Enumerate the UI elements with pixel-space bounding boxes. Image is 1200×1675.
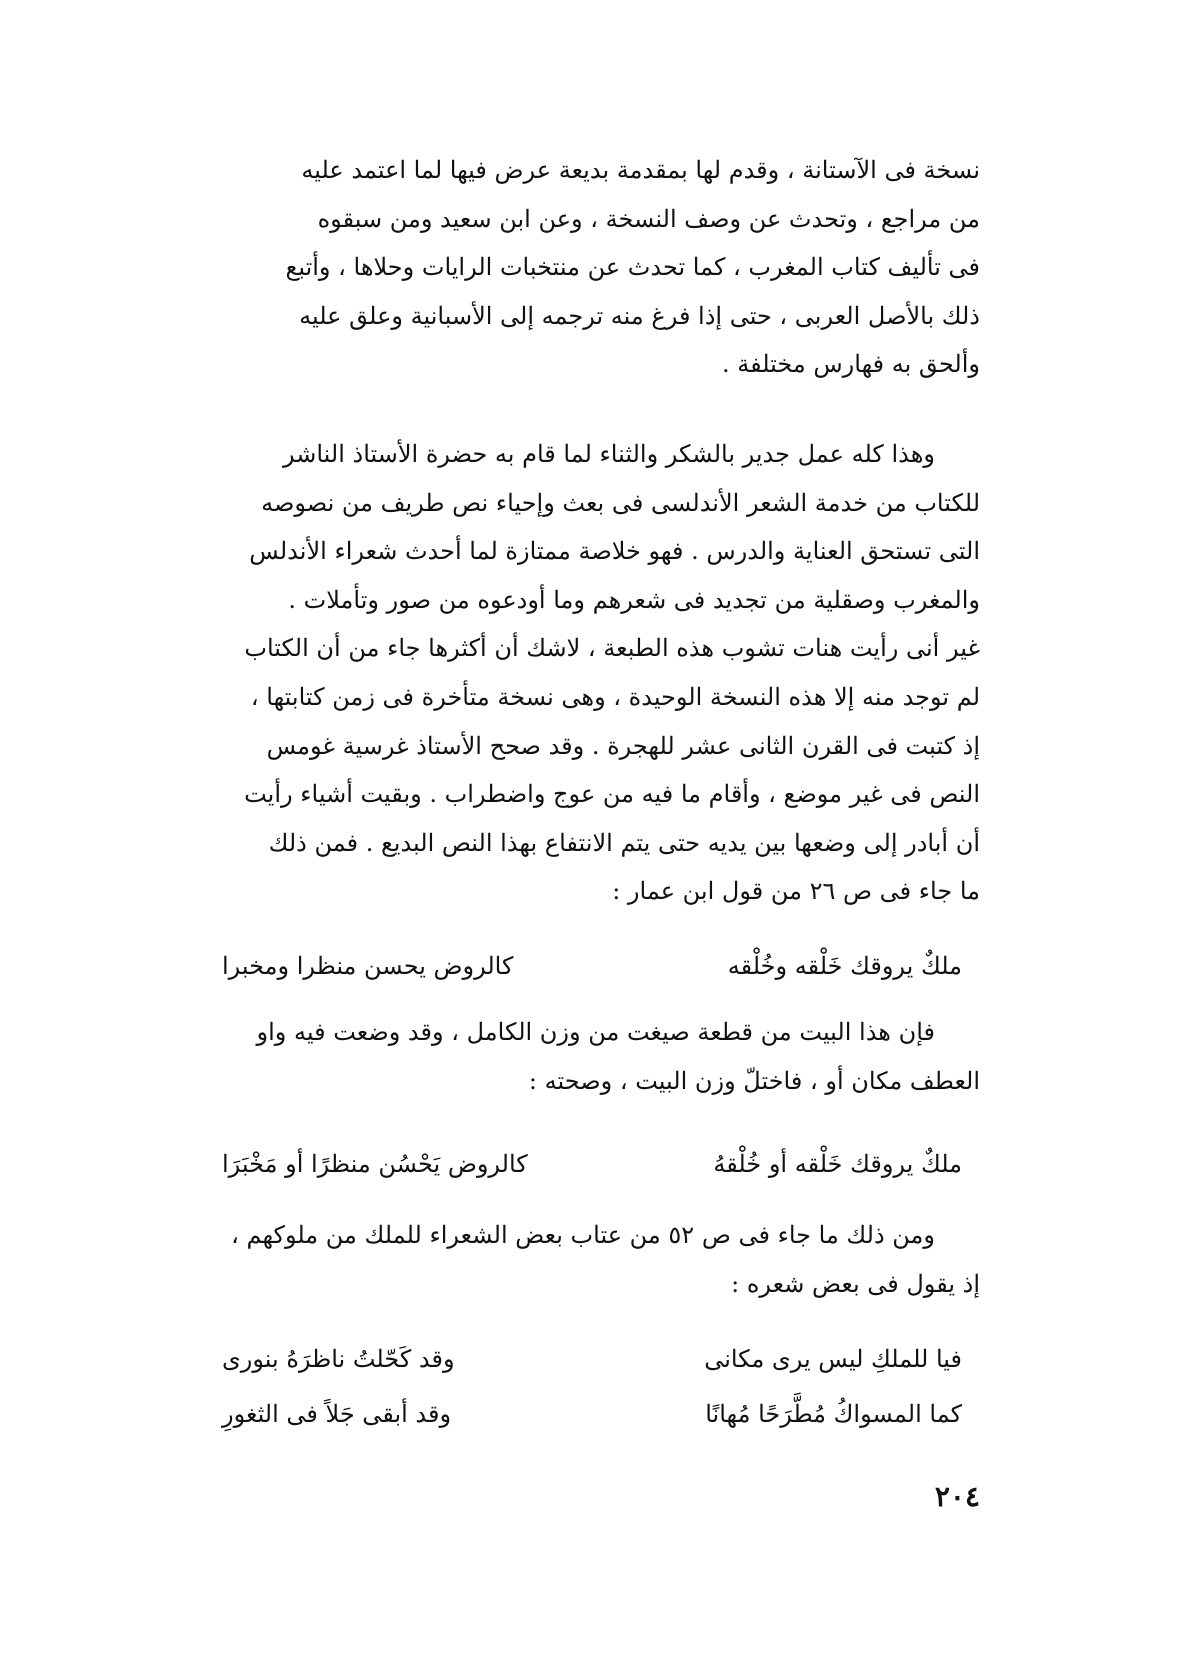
text-line: التى تستحق العناية والدرس . فهو خلاصة ممتازة لما أحدث شعراء الأندلس bbox=[249, 537, 980, 566]
text-line: من مراجع ، وتحدث عن وصف النسخة ، وعن ابن سعيد ومن سبقوه bbox=[317, 204, 980, 233]
text-line: غير أنى رأيت هنات تشوب هذه الطبعة ، لاشك أن أكثرها جاء من أن الكتاب bbox=[244, 634, 980, 663]
verse-first-hemistich: كما المسواكُ مُطَّرَحًا مُهانًا bbox=[705, 1400, 962, 1428]
text-line: فإن هذا البيت من قطعة صيغت من وزن الكامل ، وقد وضعت فيه واو bbox=[256, 1018, 935, 1046]
text-line: العطف مكان أو ، فاختلّ وزن البيت ، وصحته : bbox=[528, 1066, 980, 1095]
verse-first-hemistich: ملكٌ يروقك خَلْقه وخُلْقه bbox=[727, 952, 962, 980]
verse-second-hemistich: كالروض يَحْسُن منظرًا أو مَخْبَرَا bbox=[222, 1150, 528, 1178]
text-line: النص فى غير موضع ، وأقام ما فيه من عوج واضطراب . وبقيت أشياء رأيت bbox=[244, 780, 980, 809]
text-line: ذلك بالأصل العربى ، حتى إذا فرغ منه ترجمه إلى الأسبانية وعلق عليه bbox=[299, 301, 980, 330]
paragraph-2 bbox=[222, 430, 980, 916]
text-line: وهذا كله عمل جدير بالشكر والثناء لما قام به حضرة الأستاذ الناشر bbox=[282, 440, 935, 468]
verse-4 bbox=[222, 1400, 980, 1428]
text-line: وألحق به فهارس مختلفة . bbox=[721, 350, 980, 379]
verse-3 bbox=[222, 1345, 980, 1373]
text-line: والمغرب وصقلية من تجديد فى شعرهم وما أودعوه من صور وتأملات . bbox=[288, 585, 980, 614]
text-line: نسخة فى الآستانة ، وقدم لها بمقدمة بديعة عرض فيها لما اعتمد عليه bbox=[301, 156, 980, 184]
text-line: إذ يقول فى بعض شعره : bbox=[731, 1269, 980, 1298]
verse-first-hemistich: ملكٌ يروقك خَلْقه أو خُلْقهُ bbox=[713, 1150, 962, 1178]
verse-second-hemistich: وقد كَحّلتُ ناظرَهُ بنورى bbox=[222, 1345, 455, 1373]
text-line: ومن ذلك ما جاء فى ص ٥٢ من عتاب بعض الشعراء للملك من ملوكهم ، bbox=[231, 1221, 935, 1249]
text-line: إذ كتبت فى القرن الثانى عشر للهجرة . وقد صحح الأستاذ غرسية غومس bbox=[266, 731, 980, 760]
text-line: للكتاب من خدمة الشعر الأندلسى فى بعث وإحياء نص طريف من نصوصه bbox=[261, 488, 980, 517]
verse-first-hemistich: فيا للملكِ ليس يرى مكانى bbox=[704, 1345, 962, 1373]
text-line: أن أبادر إلى وضعها بين يديه حتى يتم الانتفاع بهذا النص البديع . فمن ذلك bbox=[268, 828, 980, 857]
text-line: فى تأليف كتاب المغرب ، كما تحدث عن منتخبات الرايات وحلاها ، وأتبع bbox=[285, 253, 980, 282]
verse-second-hemistich: كالروض يحسن منظرا ومخبرا bbox=[222, 952, 514, 980]
paragraph-1 bbox=[222, 146, 980, 389]
page-number: ٢٠٤ bbox=[934, 1480, 980, 1513]
verse-2 bbox=[222, 1150, 980, 1178]
paragraph-4 bbox=[222, 1211, 980, 1308]
paragraph-3 bbox=[222, 1008, 980, 1105]
text-line: لم توجد منه إلا هذه النسخة الوحيدة ، وهى نسخة متأخرة فى زمن كتابتها ، bbox=[250, 682, 980, 711]
verse-1 bbox=[222, 952, 980, 980]
text-line: ما جاء فى ص ٢٦ من قول ابن عمار : bbox=[612, 877, 980, 906]
verse-second-hemistich: وقد أبقى جَلاً فى الثغورِ bbox=[222, 1400, 452, 1428]
